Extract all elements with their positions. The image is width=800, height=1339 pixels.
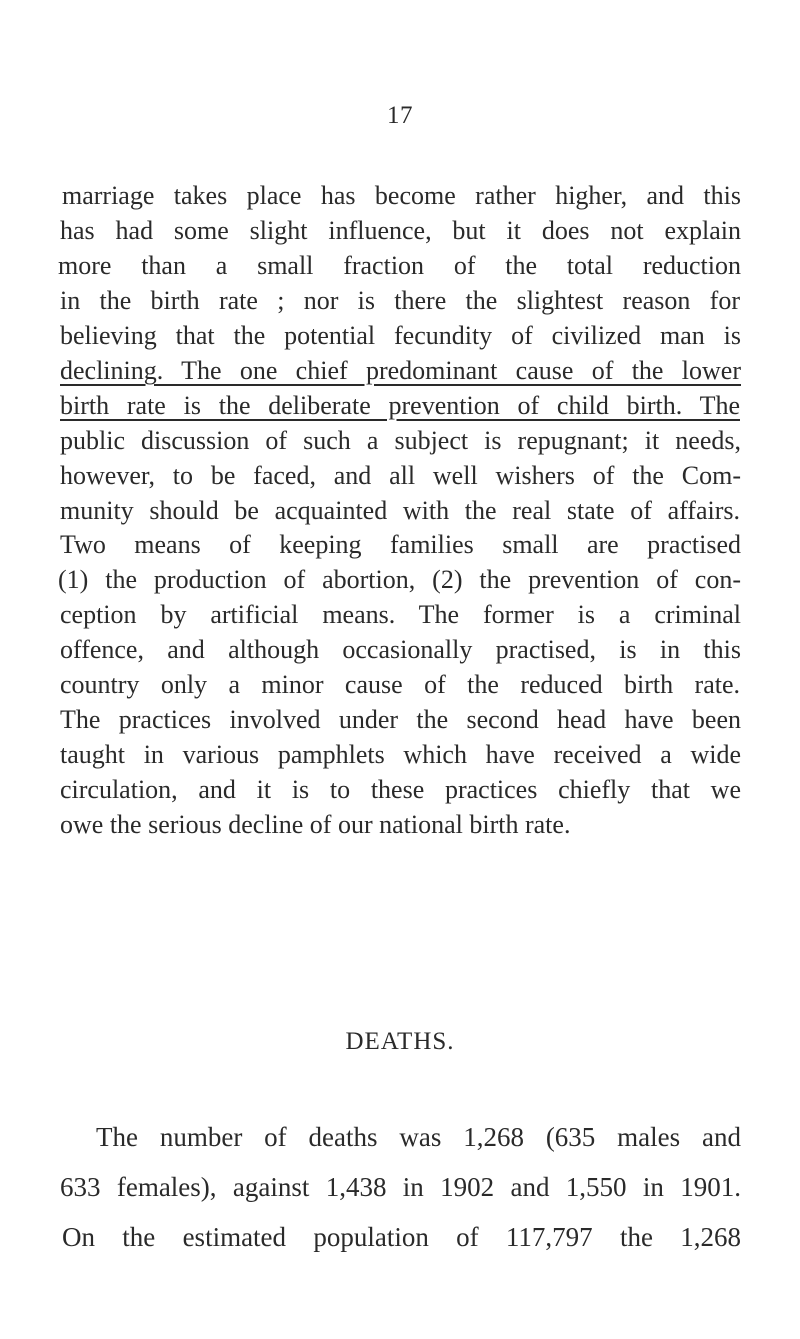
text-line-underlined: declining. The one chief predominant cause of the lower xyxy=(60,356,741,385)
text-line: ception by artificial means. The former is a criminal xyxy=(60,600,741,629)
text-line: The practices involved under the second head have been xyxy=(60,705,741,734)
text-line: munity should be acquainted with the real state of affairs. xyxy=(60,496,740,525)
text-line-underlined: birth rate is the deliberate prevention of child birth. The xyxy=(60,391,740,420)
text-line: taught in various pamphlets which have received a wide xyxy=(60,740,741,769)
text-line: more than a small fraction of the total reduction xyxy=(58,251,741,280)
text-line: has had some slight influence, but it does not explain xyxy=(60,216,741,245)
text-line: offence, and although occasionally practised, is in this xyxy=(60,635,741,664)
text-line: however, to be faced, and all well wishers of the Com- xyxy=(60,461,741,490)
text-line: 633 females), against 1,438 in 1902 and 1,550 in 1901. xyxy=(60,1172,741,1202)
text-line: On the estimated population of 117,797 the 1,268 xyxy=(62,1222,741,1252)
text-line: (1) the production of abortion, (2) the prevention of con- xyxy=(58,565,741,594)
text-line: country only a minor cause of the reduced birth rate. xyxy=(60,670,740,699)
text-line: believing that the potential fecundity of civilized man is xyxy=(60,321,741,350)
text-line: Two means of keeping families small are practised xyxy=(60,530,741,559)
text-line: The number of deaths was 1,268 (635 males and xyxy=(96,1122,741,1152)
text-line: circulation, and it is to these practices chiefly that we xyxy=(60,775,741,804)
text-line: marriage takes place has become rather higher, and this xyxy=(62,181,741,210)
text-line: public discussion of such a subject is repugnant; it needs, xyxy=(60,426,741,455)
page-number: 17 xyxy=(387,102,413,129)
text-line-last: owe the serious decline of our national birth rate. xyxy=(60,810,571,839)
section-heading-deaths: DEATHS. xyxy=(345,1028,455,1055)
text-line: in the birth rate ; nor is there the slightest reason for xyxy=(60,286,740,315)
